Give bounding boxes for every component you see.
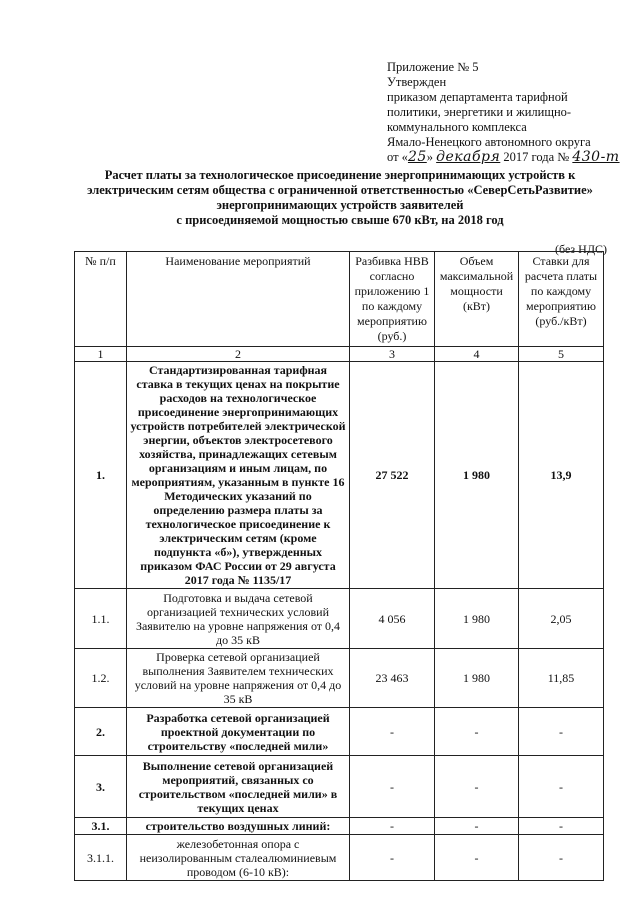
title-line: энергопринимающих устройств заявителей bbox=[216, 198, 464, 212]
date-month: декабря bbox=[436, 149, 501, 165]
row-power: - bbox=[435, 835, 519, 881]
column-number: 2 bbox=[127, 347, 350, 362]
approval-line: Приложение № 5 bbox=[387, 60, 479, 74]
row-nvv: - bbox=[350, 818, 435, 835]
row-nvv: - bbox=[350, 756, 435, 818]
document-title bbox=[80, 168, 600, 228]
approval-line: Утвержден bbox=[387, 75, 447, 89]
row-no: 3. bbox=[75, 756, 127, 818]
column-number: 5 bbox=[519, 347, 604, 362]
approval-line: политики, энергетики и жилищно- bbox=[387, 105, 572, 119]
approval-block bbox=[387, 60, 627, 165]
row-rate: - bbox=[519, 756, 604, 818]
row-no: 2. bbox=[75, 708, 127, 756]
table-row bbox=[75, 589, 604, 649]
date-year: 2017 года № bbox=[500, 150, 573, 164]
row-name: Выполнение сетевой организацией мероприятий, связанных со строительством «последней мили» в текущих ценах bbox=[127, 756, 350, 818]
table-row bbox=[75, 708, 604, 756]
header-rate: Ставки для расчета платы по каждому мероприятию (руб./кВт) bbox=[519, 252, 604, 347]
order-number: 430-т bbox=[572, 149, 620, 165]
row-power: - bbox=[435, 708, 519, 756]
row-power: 1 980 bbox=[435, 589, 519, 649]
table-row bbox=[75, 818, 604, 835]
column-number-row bbox=[75, 347, 604, 362]
date-mid: » bbox=[426, 150, 434, 164]
row-no: 1.2. bbox=[75, 649, 127, 708]
row-no: 1.1. bbox=[75, 589, 127, 649]
table-row bbox=[75, 835, 604, 881]
row-rate: 2,05 bbox=[519, 589, 604, 649]
column-number: 3 bbox=[350, 347, 435, 362]
row-name: Проверка сетевой организацией выполнения Заявителем технических условий на уровне напряжения от 0,4 до 35 кВ bbox=[127, 649, 350, 708]
row-power: - bbox=[435, 756, 519, 818]
row-name: Стандартизированная тарифная ставка в текущих ценах на покрытие расходов на технологическое присоединение энергопринимающих устройств потребителей электрической энергии, объектов электросетевого хозяйства, принадлежащих сетевым организациям и иным лицам, по мероприятиям, указанным в пункте 16 Методических указаний по определению размера платы за технологическое присоединение к электрическим сетям (кроме подпункта «б»), утвержденных приказом ФАС России от 29 августа 2017 года № 1135/17 bbox=[127, 362, 350, 589]
rates-table bbox=[74, 251, 604, 881]
column-number: 1 bbox=[75, 347, 127, 362]
row-power: 1 980 bbox=[435, 649, 519, 708]
row-power: - bbox=[435, 818, 519, 835]
row-name: Подготовка и выдача сетевой организацией технических условий Заявителю на уровне напряжения от 0,4 до 35 кВ bbox=[127, 589, 350, 649]
title-line: Расчет платы за технологическое присоединение энергопринимающих устройств к bbox=[104, 168, 576, 182]
title-line: с присоединяемой мощностью свыше 670 кВт, на 2018 год bbox=[176, 213, 504, 227]
row-rate: 13,9 bbox=[519, 362, 604, 589]
row-no: 1. bbox=[75, 362, 127, 589]
row-power: 1 980 bbox=[435, 362, 519, 589]
row-nvv: 27 522 bbox=[350, 362, 435, 589]
table-row bbox=[75, 649, 604, 708]
approval-date-line bbox=[387, 150, 627, 165]
header-no: № п/п bbox=[75, 252, 127, 347]
row-rate: 11,85 bbox=[519, 649, 604, 708]
row-name: железобетонная опора с неизолированным сталеалюминиевым проводом (6-10 кВ): bbox=[127, 835, 350, 881]
vat-note: (без НДС) bbox=[555, 242, 608, 256]
column-number: 4 bbox=[435, 347, 519, 362]
approval-line: Ямало-Ненецкого автономного округа bbox=[387, 135, 591, 149]
date-day: 25 bbox=[407, 149, 427, 165]
row-nvv: 23 463 bbox=[350, 649, 435, 708]
header-row bbox=[75, 252, 604, 347]
row-rate: - bbox=[519, 708, 604, 756]
date-prefix: от « bbox=[387, 150, 408, 164]
approval-line: приказом департамента тарифной bbox=[387, 90, 568, 104]
row-nvv: 4 056 bbox=[350, 589, 435, 649]
row-rate: - bbox=[519, 818, 604, 835]
table-row bbox=[75, 756, 604, 818]
title-line: электрическим сетям общества с ограниченной ответственностью «СеверСетьРазвитие» bbox=[87, 183, 593, 197]
row-rate: - bbox=[519, 835, 604, 881]
row-name: Разработка сетевой организацией проектной документации по строительству «последней мили» bbox=[127, 708, 350, 756]
approval-line: коммунального комплекса bbox=[387, 120, 527, 134]
table-row bbox=[75, 362, 604, 589]
row-no: 3.1. bbox=[75, 818, 127, 835]
header-name: Наименование мероприятий bbox=[127, 252, 350, 347]
row-nvv: - bbox=[350, 835, 435, 881]
row-name: строительство воздушных линий: bbox=[127, 818, 350, 835]
row-nvv: - bbox=[350, 708, 435, 756]
header-nvv: Разбивка НВВ согласно приложению 1 по каждому мероприятию (руб.) bbox=[350, 252, 435, 347]
row-no: 3.1.1. bbox=[75, 835, 127, 881]
header-power: Объем максимальной мощности (кВт) bbox=[435, 252, 519, 347]
